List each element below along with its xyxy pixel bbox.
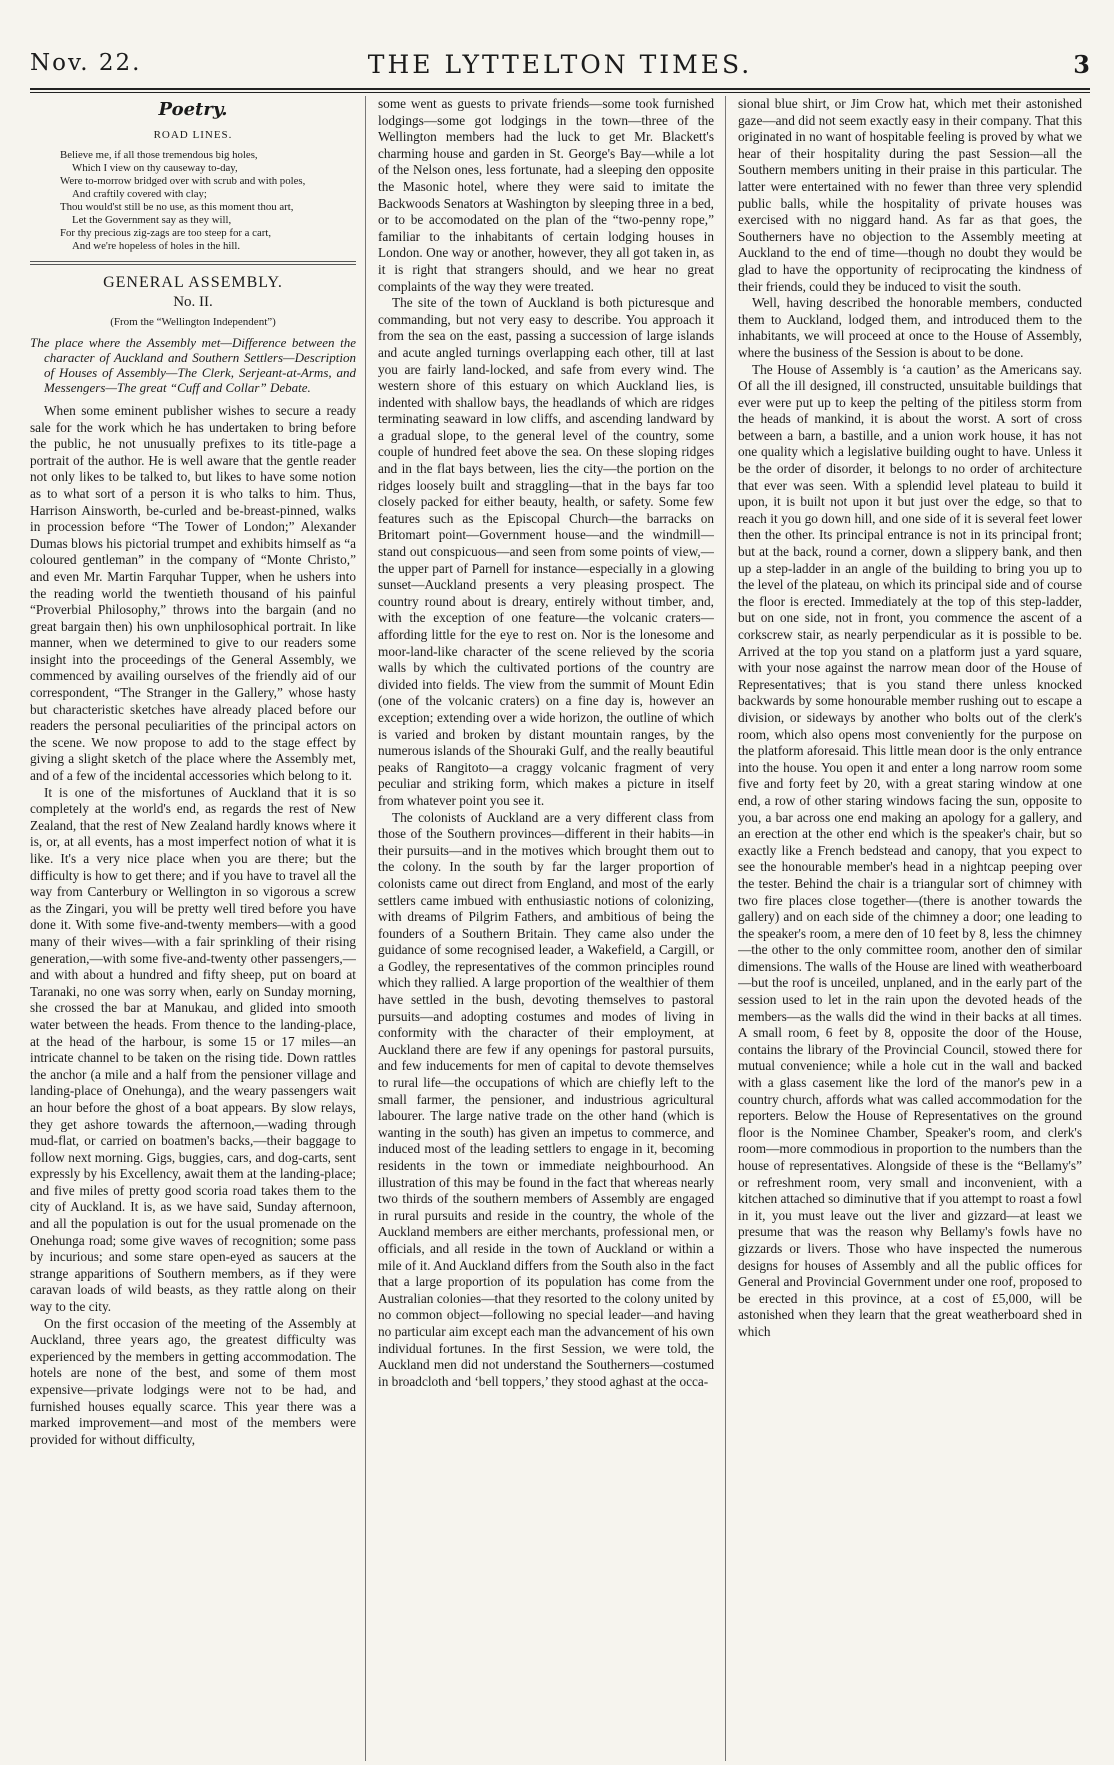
article-paragraph: The colonists of Auckland are a very different class from those of the Southern provinces—different in their habits—in their pursuits—and in the motives which brought them out to the colony. In the south by far the larger proportion of colonists came out direct from England, and most of the early settlers came imbued with enthusiastic notions of colonizing, with dreams of Pilgrim Fathers, and ambitious of being the founders of a Southern Britain. They came also under the guidance of some recognised leader, a Wakefield, a Cargill, or a Godley, the representatives of the common principles round which they rallied. A large proportion of the wealthier of them have settled in the bush, devoting themselves to pastoral pursuits—and adopting costumes and modes of living in conformity with the character of their employment, at Auckland there are few if any openings for pastoral pursuits, and few inducements for men of capital to devote themselves to rural life—the occupations of which are chiefly left to the small farmer, the pensioner, and industrious agricultural labourer. The large native trade on the other hand (which is wanting in the south) has given an impetus to commerce, and induced most of the leading settlers to engage in it, becoming residents in the town or immediate neighbourhood. An illustration of this may be found in the fact that whereas nearly two thirds of the southern members of Assembly are engaged in rural pursuits and reside in the country, the whole of the Auckland members are either merchants, professional men, or officials, and all reside in the town of Auckland or within a mile of it. And Auckland differs from the South also in the fact that a large proportion of its population has come from the Australian colonies—that they resorted to the colony united by no common object—following no special leader—and having no particular aim except each man the advancement of his own individual fortunes. In the first Session, we were told, the Auckland men did not understand the Southerners—costumed in broadcloth and ‘bell toppers,’ they stood aghast at the occa- — [378, 809, 714, 1389]
poem-title: ROAD LINES. — [153, 128, 233, 141]
poem-line: Believe me, if all those tremendous big holes, — [60, 149, 258, 162]
poetry-heading: Poetry. — [158, 99, 228, 120]
masthead-rule — [30, 88, 1090, 93]
column-3 — [738, 96, 1082, 1761]
section-separator — [30, 261, 356, 265]
article-paragraph: When some eminent publisher wishes to secure a ready sale for the work which he has undertaken to bring before the public, he not unusually prefixes to its title-page a portrait of the author. He is well aware that the gentle reader not only likes to be talked to, but likes to have some notion as to what sort of a person it is who talks to him. Thus, Harrison Ainsworth, be-curled and be-breast-pinned, walks in procession before “The Tower of London;” Alexander Dumas blows his pictorial trumpet and exhibits himself as “a coloured gentleman” in the company of “Monte Christo,” and even Mr. Martin Farquhar Tupper, when he ushers into the reading world the twentieth thousand of his painful “Proverbial Philosophy,” throws into the bargain (and no great bargain then) his own unphilosophical portrait. In like manner, when we determined to give to our readers some insight into the proceedings of the General Assembly, we commenced by availing ourselves of the friendly aid of our correspondent, “The Stranger in the Gallery,” whose hasty but characteristic sketches have already placed before our readers the personal peculiarities of the principal actors on the scene. We now propose to add to the stage effect by giving a slight sketch of the place where the Assembly met, and of a few of the incidental accessories which belong to it. — [30, 402, 356, 784]
newspaper-title: THE LYTTELTON TIMES. — [367, 50, 753, 79]
article-paragraph: The site of the town of Auckland is both picturesque and commanding, but not very easy to describe. You approach it from the sea on the east, passing a succession of large islands and acute angled turnings overlapping each other, till at last you are fairly land-locked, and safe from every wind. The western shore of this estuary on which Auckland lies, is indented with shallow bays, the headlands of which are ridges terminating seaward in low cliffs, and ascending landward by a gradual slope, to the general level of the country, some couple of hundred feet above the sea. On these sloping ridges and in the flat bays between, lies the city—the portion on the ridges loosely built and straggling—that in the bays far too closely packed for either beauty, health, or safety. Some few features such as the Episcopal Church—the barracks on Britomart point—Government house—and the windmill—stand out conspicuous—and seen from some points of view,—the upper part of Parnell for instance—especially in a glowing sunset—Auckland presents a very pleasing prospect. The country round about is dreary, entirely without timber, and, with the exception of one feature—the volcanic craters—affording little for the eye to rest on. Nor is the lonesome and moor-land-like character of the scene relieved by the scoria walls by which the cultivated portions of the country are divided into fields. The view from the summit of Mount Edin (one of the volcanic craters) on a fine day is, however an exception; extending over a wide horizon, the outline of which is varied and broken by distant mountain ranges, by the numerous islands of the Shouraki Gulf, and the really beautiful peaks of Rangitoto—a craggy volcanic fragment of very peculiar and striking form, which makes a picture in itself from whatever point you see it. — [378, 295, 714, 808]
article-paragraph: Well, having described the honorable members, conducted them to Auckland, lodged them, and introduced them to the inhabitants, we will proceed at once to the House of Assembly, where the business of the Session is about to be done. — [738, 295, 1082, 360]
poem-line: Which I view on thy causeway to-day, — [72, 162, 238, 175]
article-paragraph: The House of Assembly is ‘a caution’ as the Americans say. Of all the ill designed, ill constructed, unsuitable buildings that ever were put up to keep the pelting of the pitiless storm from the heads of mankind, it is about the worst. A sort of cross between a barn, a bastille, and a union work house, it has not one quality which a legislative building ought to have. Unless it be the order of disorder, it belongs to no order of architecture that ever was seen. With a splendid level plateau to build it upon, it is built not upon it but just over the edge, so that to reach it you go down hill, and one side of it is several feet lower then the other. Its principal entrance is not in its principal front; but at the back, round a corner, down a slippery bank, and then up a step-ladder in an angle of the building to bring you up to the level of the plateau, on which its principal side and of course the floor is erected. Immediately at the top of this step-ladder, but on one side, not in front, you commence the ascent of a corkscrew stair, as nearly perpendicular as it is possible to be. Arrived at the top you stand on a platform just a yard square, with your nose against the narrow mean door of the House of Representatives; that is you stand there unless knocked backwards by some honourable member rushing out to escape a division, or sideways by another who bolts out of the clerk's room, which also opens most conveniently for the purpose on the platform aforesaid. This little mean door is the only entrance into the house. You open it and enter a long narrow room some five and forty feet by 20, with a great staring window at one end, a row of other staring windows facing the sun, opposite to you, a bar across one end making an apology for a gallery, and an erection at the other end which is the speaker's chair, but so exactly like a French bedstead and canopy, that you expect to see the honourable member's head in a nightcap peeping over the tester. Behind the chair is a triangular sort of chimney with two fire places close together—(there is another towards the gallery) and on each side of the chimney a door; one leading to the speaker's room, a mere den of 10 feet by 8, less the chimney—the other to the only committee room, another den of similar dimensions. The walls of the House are lined with weatherboard—but the roof is unceiled, unplaned, and in the early part of the session used to let in the rain upon the devoted heads of the members—as the walls did the wind in their backs at all times. A small room, 6 feet by 8, opposite the door of the House, contains the library of the Provincial Council, stowed there for mutual convenience; while a hole cut in the wall and backed with a glass casement like the lord of the manor's pew in a country church, affords what was called accommodation for the reporters. Below the House of Representatives on the ground floor is the Nominee Chamber, Speaker's room, and clerk's room—more commodious in proportion to the numbers than the house of representatives. Alongside of these is the “Bellamy's” or refreshment room, very small and inconvenient, with a kitchen attached so diminutive that if you attempt to roast a fowl in it, you must leave out the liver and gizzard—at least we presume that was the reason why Bellamy's fowls have no gizzards or livers. Those who have inspected the numerous designs for houses of Assembly and all the public offices for General and Provincial Government under one roof, proposed to be erected in this province, at a cost of £5,000, will be astonished when they learn that the great weatherboard shed in which — [738, 361, 1082, 1339]
article-paragraph: some went as guests to private friends—some took furnished lodgings—some got lodgings in the town—three of the Wellington members had the luck to get Mr. Blackett's charming house and garden in St. George's Bay—while a lot of the Nelson ones, less fortunate, had a sleeping den opposite the Masonic hotel, where they were said to imitate the Backwoods Senators at Washington by sleeping three in a bed, or to be accomodated on the plan of the “two-penny rope,” familiar to the inhabitants of certain lodging houses in London. One way or another, however, they all got taken in, as it is right that strangers should, and we hear no great complaints of the way they were treated. — [378, 96, 714, 294]
page-number: 3 — [1073, 50, 1090, 79]
article-subtitle: The place where the Assembly met—Difference between the character of Auckland and Southern Settlers—Description of Houses of Assembly—The Clerk, Serjeant-at-Arms, and Messengers—The great “Cuff and Collar” Debate. — [30, 334, 356, 395]
poem-line: Let the Government say as they will, — [72, 214, 232, 227]
article-number: No. II. — [173, 293, 213, 310]
masthead — [30, 50, 1090, 90]
article-paragraph: On the first occasion of the meeting of the Assembly at Auckland, three years ago, the greatest difficulty was experienced by the members in getting accommodation. The hotels are none of the best, and some of them most expensive—private lodgings were not to be had, and furnished houses equally scarce. This year there was a marked improvement—and most of the members were provided for without difficulty, — [30, 1315, 356, 1447]
poem-line: And craftily covered with clay; — [72, 188, 207, 201]
poem — [60, 149, 356, 253]
article-paragraph: sional blue shirt, or Jim Crow hat, which met their astonished gaze—and did not seem exactly easy in their company. That this originated in no want of hospitable feeling is proved by what we hear of their hospitality during the past Session—all the Southern members uniting in their praise in this particular. The latter were entertained with no fewer than three very splendid public balls, while the hospitality of private houses was exercised with no niggard hand. As far as that goes, the Southerners have no objection to the Assembly meeting at Auckland to the end of time—though no doubt they would be glad to have the opportunity of reciprocating the kindness of their friends, could they be induced to visit the south. — [738, 96, 1082, 294]
article-title: GENERAL ASSEMBLY. — [103, 274, 283, 292]
article-paragraph: It is one of the misfortunes of Auckland that it is so completely at the world's end, as regards the rest of New Zealand, that the rest of New Zealand hardly knows where it is, or, at all events, has a most imperfect notion of what it is like. It's a very nice place when you are there; but the difficulty is how to get there; and if you have to travel all the way from Canterbury or Wellington in so vigorous a screw as the Zingari, you will be pretty well tired before you have done it. With some five-and-twenty members—with a good many of their wives—with a fair sprinkling of their rising generation,—with some five-and-twenty other passengers,—and with about a hundred and fifty sheep, put on board at Taranaki, no one was sorry when, early on Sunday morning, she crossed the bar at Manukau, and glided into smooth water between the heads. From thence to the landing-place, at the head of the harbour, is some 15 or 17 miles—an intricate channel to be taken on the rising tide. Down rattles the anchor (a mile and a half from the pensioner village and landing-place of Onehunga), and the weary passengers wait an hour before the ghost of a boat appears. By slow relays, they get ashore towards the afternoon,—wading through mud-flat, or carried on boatmen's backs,—their baggage to follow next morning. Gigs, buggies, cars, and dog-carts, sent expressly by his Excellency, await them at the landing-place; and five miles of pretty good scoria road takes them to the city of Auckland. It is, as we have said, Sunday afternoon, and all the population is out for the usual promenade on the Onehunga road; some give waves of recognition; some pass by incurious; and some stare open-eyed as saucers at the strange apparitions of Southern members, as if they were caravan loads of wild beasts, as they rattle along on their way to the city. — [30, 784, 356, 1315]
poem-line: And we're hopeless of holes in the hill. — [72, 240, 241, 253]
column-1 — [30, 96, 356, 1761]
article-source: (From the “Wellington Independent”) — [110, 316, 276, 329]
poem-line: Thou would'st still be no use, as this moment thou art, — [60, 201, 294, 214]
poem-line: For thy precious zig-zags are too steep for a cart, — [60, 227, 272, 240]
poem-line: Were to-morrow bridged over with scrub and with poles, — [60, 175, 306, 188]
column-2 — [378, 96, 714, 1761]
issue-date: Nov. 22. — [30, 50, 142, 76]
column-divider — [365, 96, 366, 1761]
column-divider — [725, 96, 726, 1761]
